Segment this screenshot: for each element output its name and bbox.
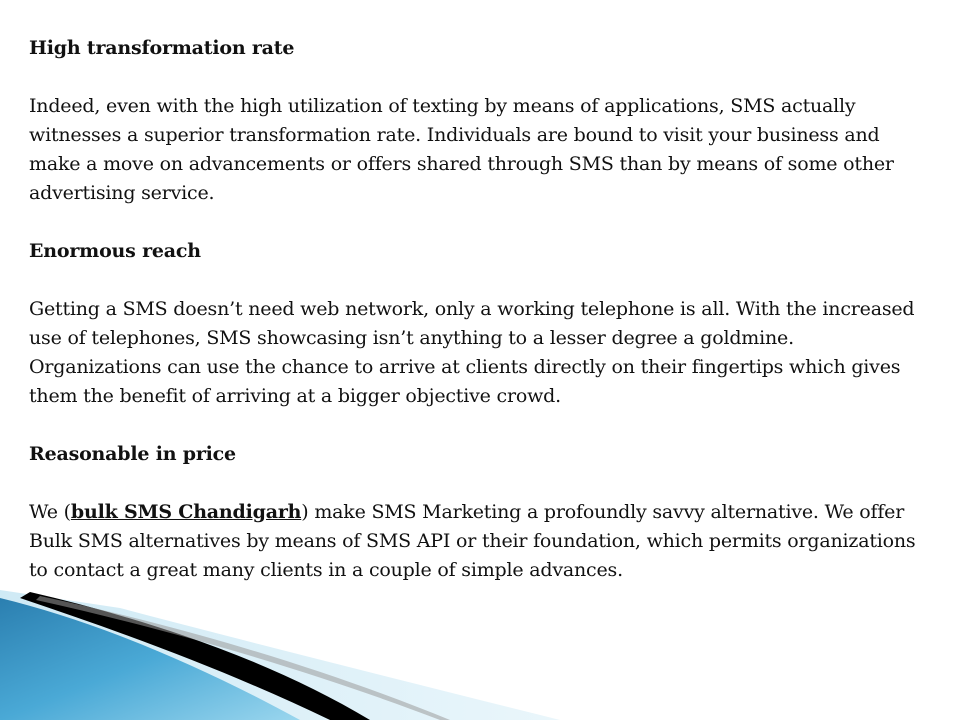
section-body-transformation-rate: Indeed, even with the high utilization of texting by means of applications, SMS actually witnesses a superior transformation rate. Individuals are bound to visit your business and make a move on advancements or offers shared through SMS than by means of some other advertising service. [29, 95, 894, 204]
section-heading-transformation-rate: High transformation rate [29, 37, 295, 59]
decorative-swoosh [0, 590, 960, 720]
section-heading-reasonable-price: Reasonable in price [29, 443, 236, 465]
section-body-enormous-reach: Getting a SMS doesn’t need web network, only a working telephone is all. With the increased use of telephones, SMS showcasing isn’t anything to a lesser degree a goldmine. Organizations can use the chance to arrive at clients directly on their fingertips which gives them the benefit of arriving at a bigger objective crowd. [29, 298, 915, 407]
spacer [29, 266, 929, 295]
spacer [29, 411, 929, 440]
spacer [29, 469, 929, 498]
body-text-after-link: ) make SMS Marketing a profoundly savvy alternative. We offer Bulk SMS alternatives by means of SMS API or their foundation, which permits organizations to contact a great many clients in a couple of simple advances. [29, 501, 916, 581]
section-heading-enormous-reach: Enormous reach [29, 240, 201, 262]
body-text-before-link: We ( [29, 501, 71, 523]
spacer [29, 208, 929, 237]
spacer [29, 63, 929, 92]
bulk-sms-chandigarh-link[interactable]: bulk SMS Chandigarh [70, 501, 302, 523]
slide-content [29, 34, 929, 585]
section-body-reasonable-price [29, 498, 929, 585]
